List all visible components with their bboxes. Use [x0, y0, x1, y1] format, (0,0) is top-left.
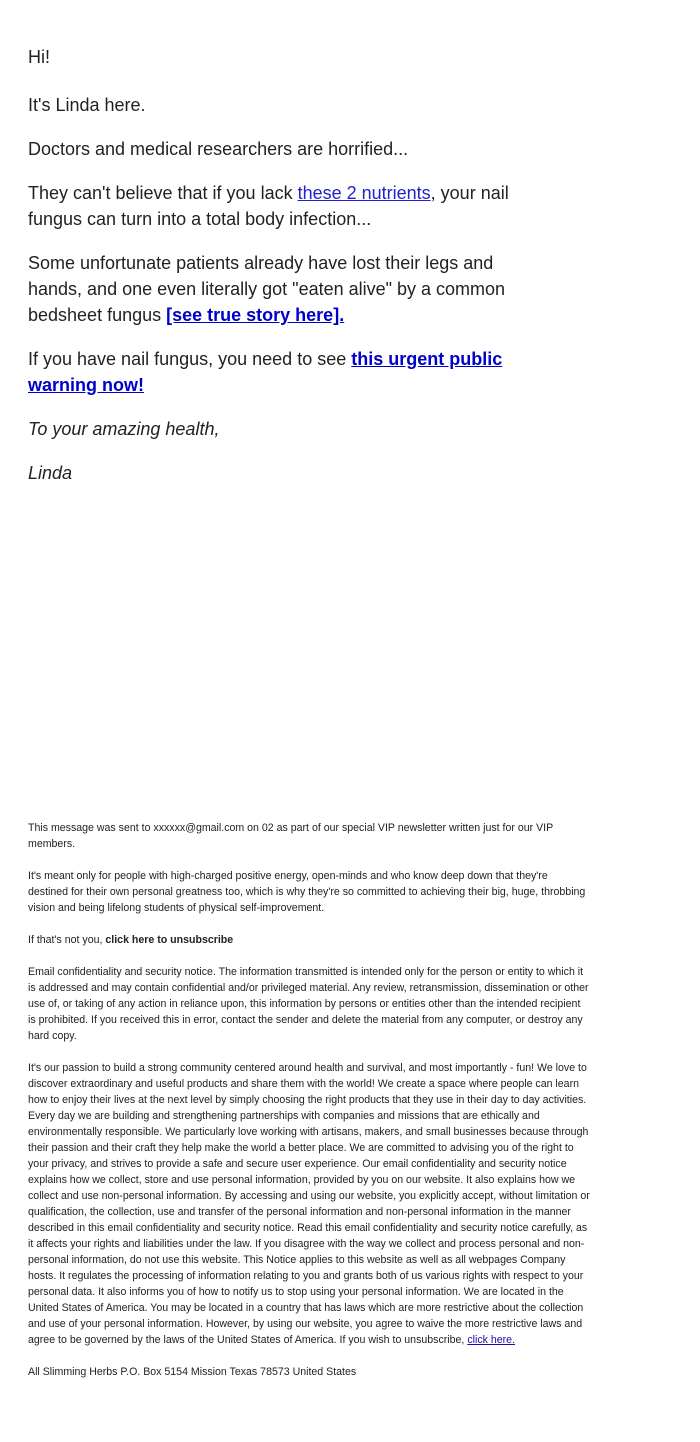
true-story-link[interactable]: [see true story here]. — [166, 305, 345, 325]
nutrients-link[interactable]: these 2 nutrients — [297, 183, 431, 203]
paragraph-horrified: Doctors and medical researchers are horrified... — [28, 139, 409, 159]
paragraph-warning-text: If you have nail fungus, you need to see — [28, 349, 352, 369]
paragraph-nutrients-text-before: They can't believe that if you lack — [28, 183, 298, 203]
public-warning-link[interactable]: this urgent public warning now! — [28, 349, 503, 395]
sent-notice: This message was sent to xxxxxx@gmail.com on 02 as part of our special VIP newsletter written just for our VIP members. — [28, 822, 553, 850]
unsubscribe-line — [28, 932, 590, 948]
unsubscribe-link[interactable]: click here to unsubscribe — [105, 934, 234, 946]
unsubscribe-prefix: If that's not you, — [28, 934, 106, 946]
confidentiality-title: Email confidentiality and security notice. — [28, 966, 216, 978]
audience-notice: It's meant only for people with high-charged positive energy, open-minds and who know deep down that they're destined for their own personal greatness too, which is why they're so committed to achieving their big, huge, throbbing vision and being lifelong students of physical self-improvement. — [28, 870, 586, 914]
paragraph-patients-text: Some unfortunate patients already have lost their legs and hands, and one even literally got "eaten alive" by a common bedsheet fungus — [28, 253, 506, 325]
passion-notice — [28, 1060, 590, 1348]
closing-text: To your amazing health, — [28, 419, 220, 439]
signature — [28, 460, 528, 486]
intro-line: It's Linda here. — [28, 95, 146, 115]
mailing-address: All Slimming Herbs P.O. Box 5154 Mission Texas 78573 United States — [28, 1366, 357, 1378]
confidentiality-notice — [28, 964, 590, 1044]
unsubscribe-click-here-link[interactable]: click here. — [467, 1334, 515, 1346]
confidentiality-body: The information transmitted is intended only for the person or entity to which it is addressed and may contain confidential and/or privileged material. Any review, retransmission, dissemination or other use of, or taking of any action in reliance upon, this information by persons or entities other than the intended recipient is prohibited. If you received this in error, contact the sender and delete the material from any computer, or destroy any hard copy. — [28, 966, 589, 1042]
paragraph-warning — [28, 346, 528, 398]
paragraph-patients — [28, 250, 528, 328]
email-body — [28, 44, 528, 504]
email-footer — [28, 820, 590, 1396]
closing-line — [28, 416, 528, 442]
greeting: Hi! — [28, 47, 50, 67]
paragraph-nutrients — [28, 180, 528, 232]
paragraph-nutrients-text-after: , your nail fungus can turn into a total body infection... — [28, 183, 509, 229]
signature-text: Linda — [28, 463, 73, 483]
passion-body: It's our passion to build a strong community centered around health and survival, and most importantly - fun! We love to discover extraordinary and useful products and share them with the world! We create a space where people can learn how to enjoy their lives at the next level by simply choosing the right products that they use in their day to day activities. Every day we are building and strengthening partnerships with companies and missions that are ethically and environmentally responsible. We particularly love working with artisans, makers, and small businesses because through their passion and their craft they help make the world a better place. We are committed to advising you of the right to your privacy, and strives to provide a safe and secure user experience. Our email confidentiality and security notice explains how we collect, store and use personal information, provided by you on our website. It also explains how we collect and use non-personal information. By accessing and using our website, you explicitly accept, without limitation or qualification, the collection, use and transfer of the personal information and non-personal information in the manner described in this email confidentiality and security notice. Read this email confidentiality and security notice carefully, as it affects your rights and liabilities under the law. If you disagree with the way we collect and process personal and non-personal information, do not use this website. This Notice applies to this website as well as all webpages Company hosts. It regulates the processing of information relating to you and grants both of us various rights with respect to your personal data. It also informs you of how to notify us to stop using your personal information. We are located in the United States of America. You may be located in a country that has laws which are more restrictive about the collection and use of your personal information. However, by using our website, you agree to waive the more restrictive laws and agree to be governed by the laws of the United States of America. If you wish to unsubscribe, — [28, 1062, 590, 1346]
